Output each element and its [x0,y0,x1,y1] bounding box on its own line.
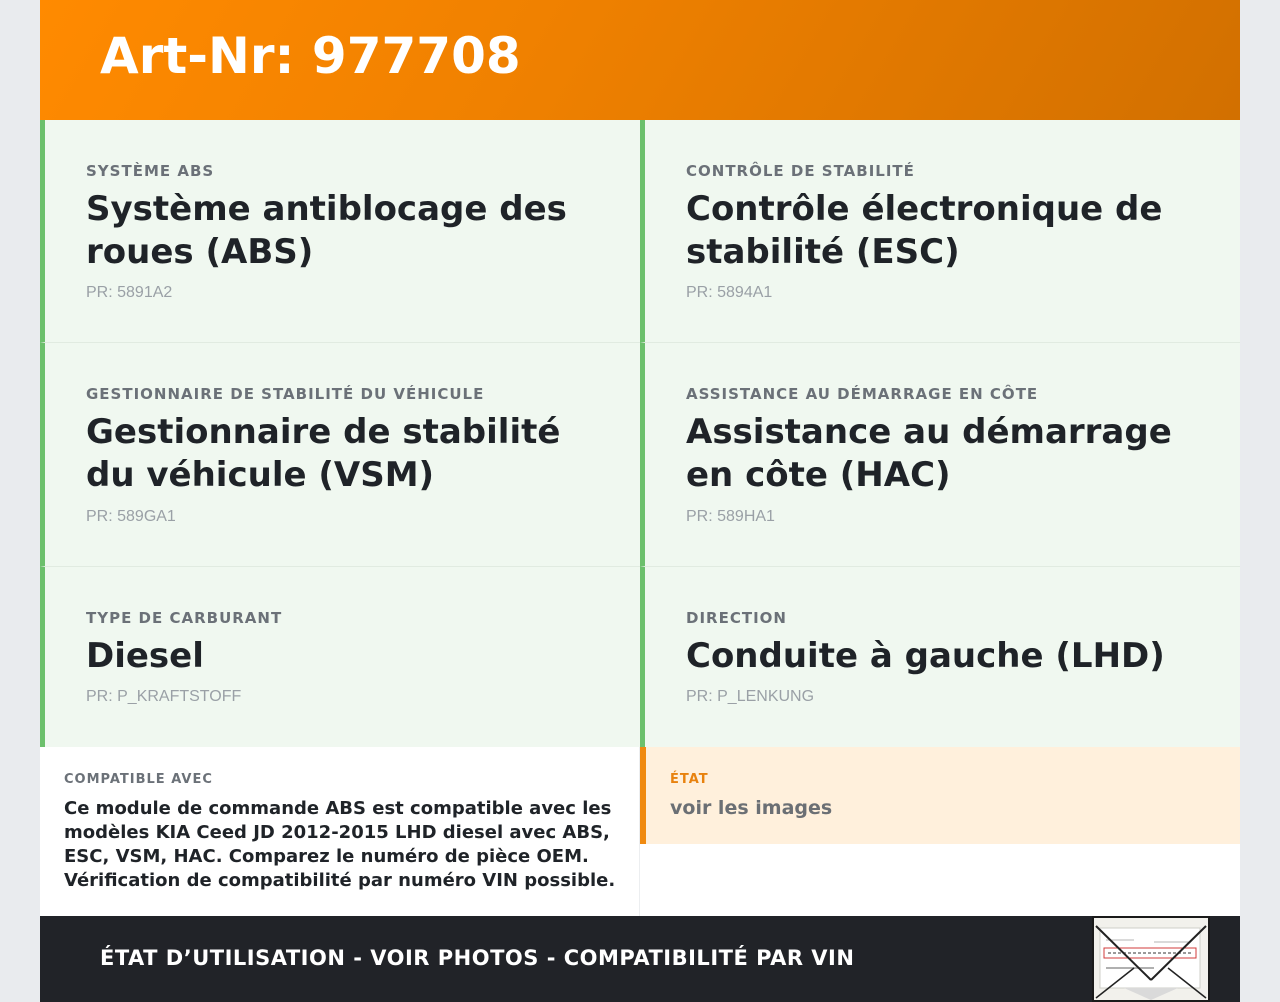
feature-label: CONTRÔLE DE STABILITÉ [686,162,915,180]
product-card [40,0,1240,1002]
article-number-title: Art-Nr: 977708 [100,27,521,85]
feature-value: Conduite à gauche (LHD) [686,636,1165,676]
header-bar [40,0,1240,120]
feature-pr-code: PR: P_KRAFTSTOFF [86,688,242,705]
feature-cell-steering [640,567,1240,747]
feature-label: GESTIONNAIRE DE STABILITÉ DU VÉHICULE [86,385,485,403]
feature-pr-code: PR: P_LENKUNG [686,688,815,705]
feature-label: ASSISTANCE AU DÉMARRAGE EN CÔTE [686,385,1039,403]
features-grid [40,120,1240,747]
feature-pr-code: PR: 5891A2 [86,284,173,301]
feature-cell-hac [640,343,1240,567]
feature-value: Système antiblocage des roues (ABS) [86,189,567,272]
view-images-link[interactable]: voir les images [670,797,833,819]
feature-label: SYSTÈME ABS [86,162,215,180]
compatibility-label: COMPATIBLE AVEC [64,772,213,787]
condition-label: ÉTAT [670,772,709,787]
feature-pr-code: PR: 589GA1 [86,508,176,525]
feature-cell-fuel [40,567,640,747]
footer-banner [40,916,1240,1002]
condition-box [640,747,1240,844]
feature-cell-esc [640,120,1240,343]
feature-value: Assistance au démarrage en côte (HAC) [686,412,1172,495]
feature-label: DIRECTION [686,609,787,627]
compatibility-text: Ce module de commande ABS est compatible avec les modèles KIA Ceed JD 2012-2015 LHD diesel avec ABS, ESC, VSM, HAC. Comparez le numéro de pièce OEM. Vérification de compatibilité par numéro VIN possible. [64,798,616,891]
feature-value: Diesel [86,636,204,676]
feature-pr-code: PR: 5894A1 [686,284,773,301]
compatibility-box [40,747,640,916]
part-label-thumbnail[interactable] [1092,916,1210,1002]
feature-value: Contrôle électronique de stabilité (ESC) [686,189,1163,272]
footer-text: ÉTAT D’UTILISATION - VOIR PHOTOS - COMPATIBILITÉ PAR VIN [100,946,855,970]
feature-label: TYPE DE CARBURANT [86,609,283,627]
feature-cell-abs [40,120,640,343]
feature-value: Gestionnaire de stabilité du véhicule (VSM) [86,412,561,495]
feature-cell-vsm [40,343,640,567]
part-label-photo-icon [1094,918,1208,1000]
feature-pr-code: PR: 589HA1 [686,508,775,525]
